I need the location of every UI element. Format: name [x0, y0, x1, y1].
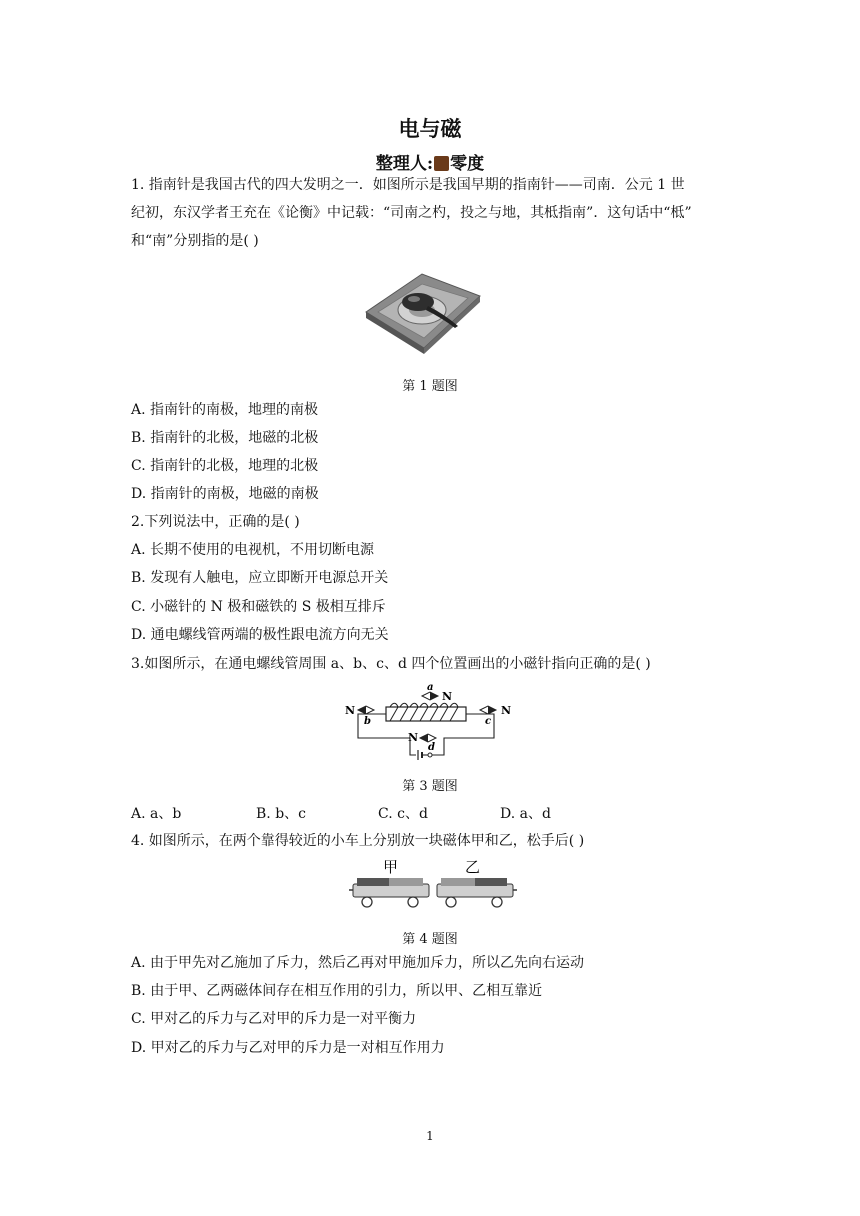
q3-figure-caption: 第 3 题图	[402, 779, 458, 794]
q2-option-d: D. 通电螺线管两端的极性跟电流方向无关	[131, 627, 389, 643]
fig-label-c: c	[485, 716, 492, 727]
solenoid-figure	[340, 680, 520, 764]
magnet-carts-figure	[345, 856, 517, 912]
fig-label-n-right: N	[501, 704, 512, 717]
q1-option-b: B. 指南针的北极，地磁的北极	[131, 430, 319, 446]
q1-option-d: D. 指南针的南极，地磁的南极	[131, 486, 319, 502]
q3-option-c: C. c、d	[378, 806, 428, 822]
author-line	[0, 149, 860, 174]
sinan-compass-figure	[362, 268, 484, 356]
q4-option-c: C. 甲对乙的斥力与乙对甲的斥力是一对平衡力	[131, 1011, 417, 1027]
fig-label-n-bottom: N	[408, 731, 419, 744]
q1-stem-line-2: 纪初，东汉学者王充在《论衡》中记载：“司南之杓，投之与地，其柢指南”．这句话中“柢”	[131, 205, 692, 221]
q4-option-a: A. 由于甲先对乙施加了斥力，然后乙再对甲施加斥力，所以乙先向右运动	[131, 955, 585, 971]
q1-stem-line-3: 和“南”分别指的是( )	[131, 233, 259, 249]
q2-option-a: A. 长期不使用的电视机，不用切断电源	[131, 542, 375, 558]
author-name: 零度	[450, 154, 485, 174]
label-jia: 甲	[383, 858, 399, 876]
label-yi: 乙	[465, 858, 481, 876]
fig-label-a: a	[427, 682, 434, 693]
q2-option-c: C. 小磁针的 N 极和磁铁的 S 极相互排斥	[131, 599, 386, 615]
q1-option-c: C. 指南针的北极，地理的北极	[131, 458, 319, 474]
fig-label-n-top: N	[442, 690, 453, 703]
fig-label-d: d	[428, 742, 435, 753]
q3-stem: 3.如图所示，在通电螺线管周围 a、b、c、d 四个位置画出的小磁针指向正确的是( )	[131, 656, 651, 672]
q1-figure-caption: 第 1 题图	[402, 379, 458, 394]
fig-label-n-left: N	[345, 704, 356, 717]
q3-option-b: B. b、c	[256, 806, 306, 822]
fig-label-b: b	[364, 716, 371, 727]
q4-option-d: D. 甲对乙的斥力与乙对甲的斥力是一对相互作用力	[131, 1040, 445, 1056]
q2-option-b: B. 发现有人触电，应立即断开电源总开关	[131, 570, 389, 586]
q4-option-b: B. 由于甲、乙两磁体间存在相互作用的引力，所以甲、乙相互靠近	[131, 983, 543, 999]
q4-figure-caption: 第 4 题图	[402, 932, 458, 947]
author-prefix: 整理人:	[375, 154, 434, 174]
page-number: 1	[426, 1129, 434, 1143]
q2-stem: 2.下列说法中，正确的是( )	[131, 514, 300, 530]
q4-stem: 4. 如图所示，在两个靠得较近的小车上分别放一块磁体甲和乙，松手后( )	[131, 833, 585, 849]
q3-option-d: D. a、d	[500, 806, 551, 822]
q1-option-a: A. 指南针的南极，地理的南极	[131, 402, 319, 418]
fire-emoji-icon	[434, 156, 449, 171]
q1-stem-line-1: 1. 指南针是我国古代的四大发明之一．如图所示是我国早期的指南针——司南．公元 1 世	[131, 177, 685, 193]
q3-option-a: A. a、b	[131, 806, 182, 822]
page-title: 电与磁	[398, 116, 462, 141]
